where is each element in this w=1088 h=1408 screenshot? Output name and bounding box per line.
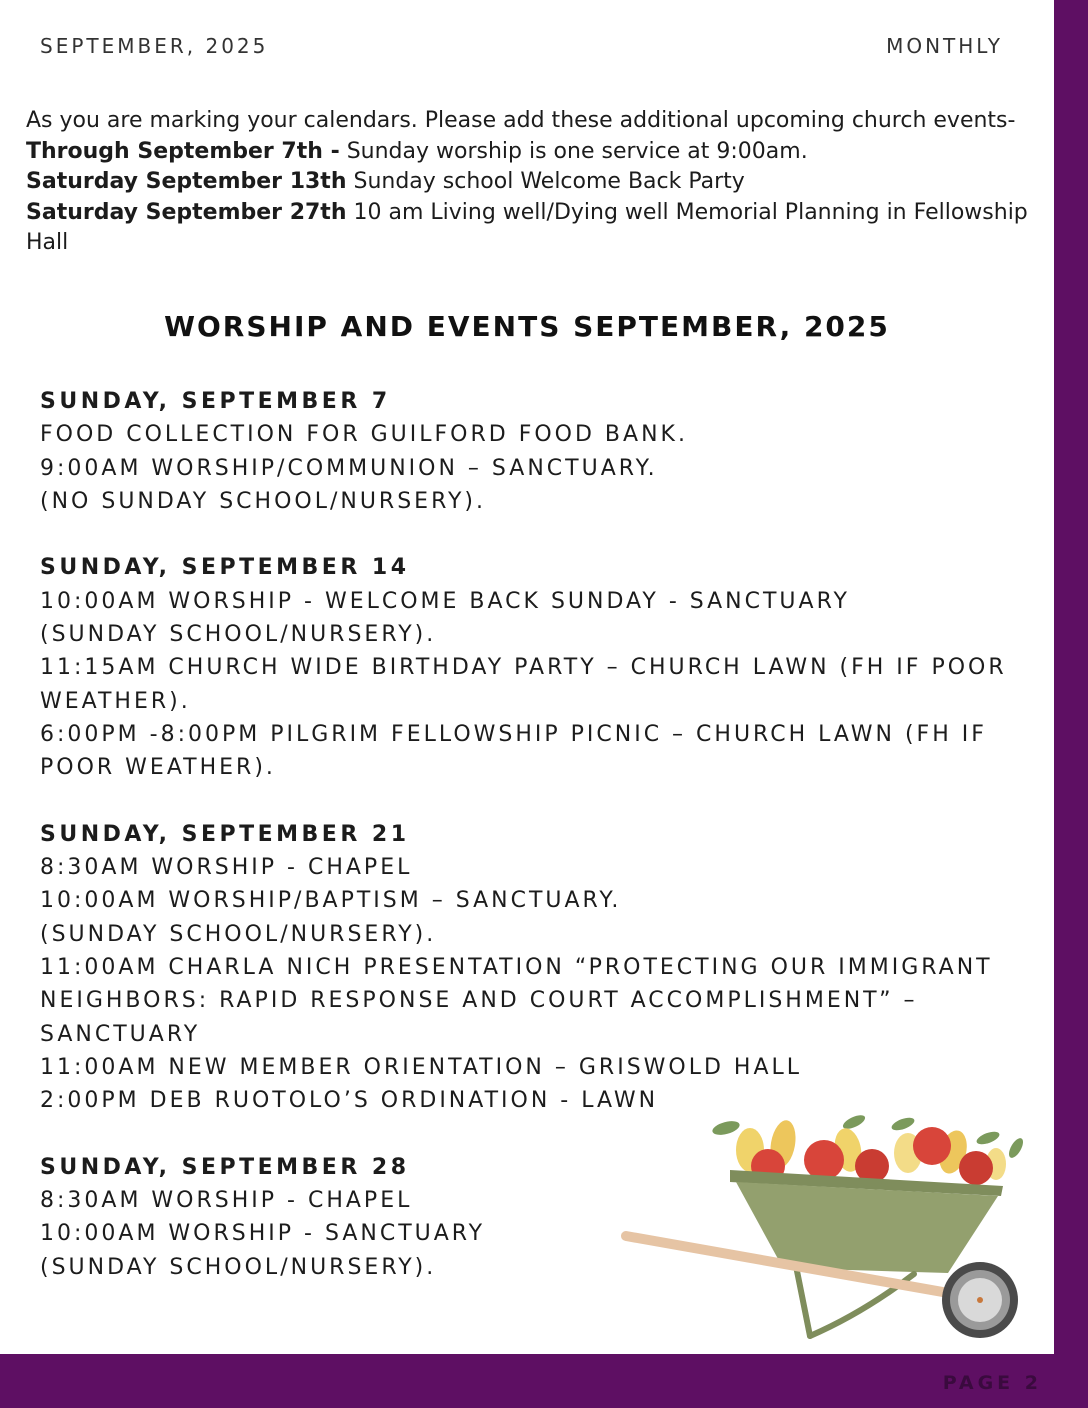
- event-line: 2:00PM DEB RUOTOLO’S ORDINATION - LAWN: [40, 1088, 659, 1114]
- intro-item-date: Through September 7th -: [26, 138, 340, 164]
- event-line: 8:30AM WORSHIP - CHAPEL: [40, 855, 413, 881]
- newsletter-frequency: MONTHLY: [886, 34, 1003, 58]
- event-line: (NO SUNDAY SCHOOL/NURSERY).: [40, 488, 486, 514]
- wheelbarrow-illustration: [618, 1108, 1038, 1348]
- day-heading: SUNDAY, SEPTEMBER 7: [40, 389, 391, 414]
- event-line: (SUNDAY SCHOOL/NURSERY).: [40, 921, 437, 947]
- intro-item: [26, 198, 1051, 259]
- day-heading: SUNDAY, SEPTEMBER 28: [40, 1154, 410, 1180]
- event-line: 10:00AM WORSHIP/BAPTISM – SANCTUARY.: [40, 888, 622, 914]
- intro-item-date: Saturday September 13th: [26, 169, 347, 194]
- event-line: 6:00PM -8:00PM PILGRIM FELLOWSHIP PICNIC – CHURCH LAWN (FH IF POOR WEATHER).: [40, 721, 987, 781]
- event-line: (SUNDAY SCHOOL/NURSERY).: [40, 1254, 437, 1280]
- intro-lead: As you are marking your calendars. Please add these additional upcoming church events-: [26, 108, 1016, 133]
- day-heading: SUNDAY, SEPTEMBER 21: [40, 821, 410, 847]
- intro-item-text: Sunday school Welcome Back Party: [346, 169, 745, 194]
- day-heading: SUNDAY, SEPTEMBER 14: [40, 555, 410, 581]
- event-line: (SUNDAY SCHOOL/NURSERY).: [40, 622, 437, 648]
- event-line: 10:00AM WORSHIP - WELCOME BACK SUNDAY - SANCTUARY: [40, 588, 850, 614]
- newsletter-date: SEPTEMBER, 2025: [40, 34, 269, 58]
- event-line: 11:00AM CHARLA NICH PRESENTATION “PROTECTING OUR IMMIGRANT NEIGHBORS: RAPID RESPONSE AND COURT ACCOMPLISHMENT” – SANCTUARY: [40, 955, 993, 1047]
- page-number: PAGE 2: [942, 1372, 1042, 1394]
- intro-item: [26, 167, 1051, 198]
- event-line: 8:30AM WORSHIP - CHAPEL: [40, 1188, 413, 1214]
- intro-item-text: Sunday worship is one service at 9:00am.: [339, 138, 808, 164]
- intro-item: [26, 137, 1051, 168]
- day-sept-7: [40, 385, 1088, 518]
- intro-item-text: 10 am Living well/Dying well Memorial Planning in Fellowship Hall: [26, 199, 1028, 255]
- event-line: FOOD COLLECTION FOR GUILFORD FOOD BANK.: [40, 422, 688, 448]
- section-title: WORSHIP AND EVENTS SEPTEMBER, 2025: [164, 310, 890, 343]
- intro-block: [26, 106, 1051, 259]
- event-line: 11:15AM CHURCH WIDE BIRTHDAY PARTY – CHURCH LAWN (FH IF POOR WEATHER).: [40, 655, 1007, 714]
- bottom-accent-bar: [0, 1354, 1088, 1408]
- event-line: 9:00AM WORSHIP/COMMUNION – SANCTUARY.: [40, 455, 658, 481]
- event-line: 11:00AM NEW MEMBER ORIENTATION – GRISWOLD HALL: [40, 1054, 803, 1080]
- day-sept-21: [40, 818, 1088, 1118]
- event-line: 10:00AM WORSHIP - SANCTUARY: [40, 1221, 486, 1247]
- intro-item-date: Saturday September 27th: [26, 199, 347, 225]
- day-sept-14: [40, 551, 1088, 784]
